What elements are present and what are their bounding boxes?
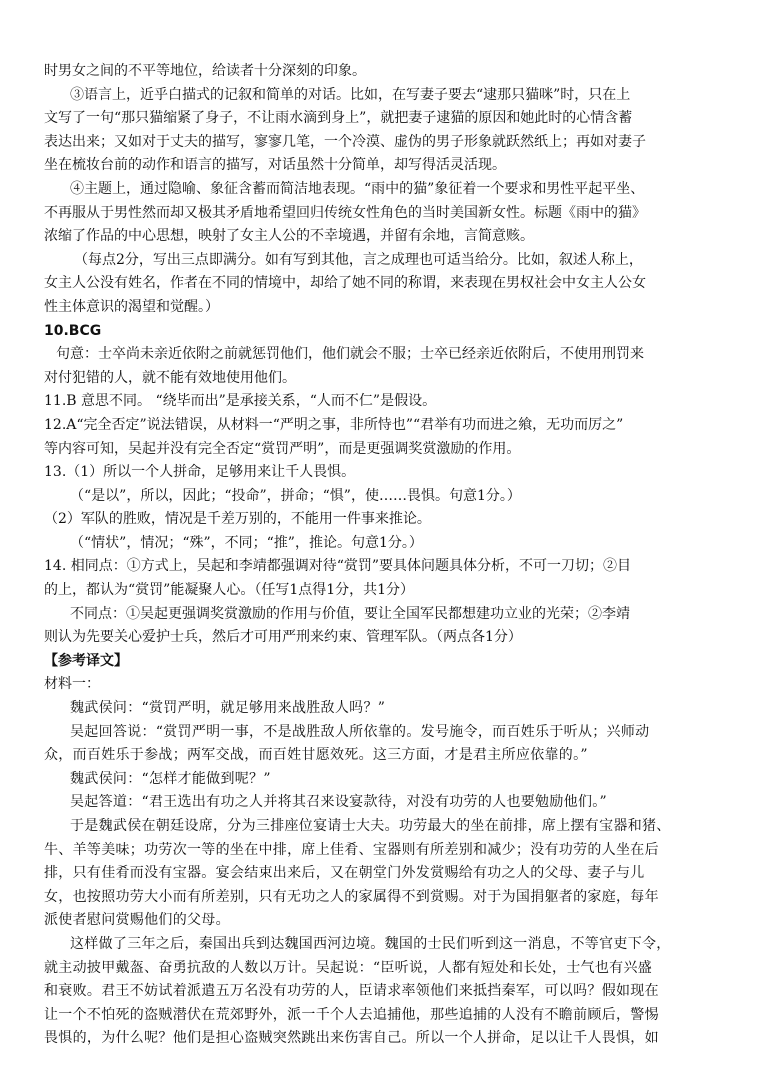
text-line: 表达出来；又如对于丈夫的描写，寥寥几笔，一个冷漠、虚伪的男子形象就跃然纸上；再如对妻子 [44,133,646,150]
answer-10-label: 10.BCG [44,322,102,339]
text-line: 就主动披甲戴盔、奋勇抗敌的人数以万计。吴起说：“臣听说，人都有短处和长处，士气也有兴盛 [44,959,653,976]
answer-13-1: 13.（1）所以一个人拼命，足够用来让千人畏惧。 [44,464,356,481]
text-line: 对付犯错的人，就不能有效地使用他们。 [44,369,296,386]
text-line: 句意：士卒尚未亲近依附之前就惩罚他们，他们就会不服；士卒已经亲近依附后，不使用刑罚来 [56,346,644,363]
text-line: 魏武侯问：“怎样才能做到呢？” [70,770,271,787]
text-line: 时男女之间的不平等地位，给读者十分深刻的印象。 [44,63,366,79]
text-line: 于是魏武侯在朝廷设席，分为三排座位宴请士大夫。功劳最大的坐在前排，席上摆有宝器和猪、 [70,818,671,834]
text-line: ④主题上，通过隐喻、象征含蓄而简洁地表现。“雨中的猫”象征着一个要求和男性平起平坐、 [70,180,645,197]
document-page [44,60,718,1051]
text-line: 吴起回答说：“赏罚严明一事，不是战胜敌人所依靠的。发号施令，而百姓乐于听从；兴师动 [70,723,650,740]
text-line: 女，也按照功劳大小而有所差别，只有无功之人的家属得不到赏赐。对于为国捐躯者的家庭，每年 [44,888,659,905]
scoring-note: 女主人公没有姓名，作者在不同的情境中，却给了她不同的称谓，来表现在男权社会中女主人公女 [44,275,646,292]
text-line: 众，而百姓乐于参战；两军交战，而百姓甘愿效死。这三方面，才是君主所应依靠的。” [44,747,588,764]
text-line: 吴起答道：“君王选出有功之人并将其召来设宴款待，对没有功劳的人也要勉励他们。” [70,794,608,811]
text-line: 和衰败。君王不妨试着派遣五万名没有功劳的人，臣请求率领他们来抵挡秦军，可以吗？假如现在 [44,983,659,1000]
answer-13-2: （2）军队的胜败，情况是千差万别的，不能用一件事来推论。 [44,511,431,528]
text-line: 排，只有佳肴而没有宝器。宴会结束出来后，又在朝堂门外发赏赐给有功之人的父母、妻子与儿 [44,865,645,882]
text-line: 的上，都认为“赏罚”能凝聚人心。（任写1点得1分，共1分） [44,582,415,599]
text-line: 牛、羊等美味；功劳次一等的坐在中排，席上佳肴、宝器则有所差别和减少；没有功劳的人坐在后 [44,841,659,858]
scoring-note: （每点2分，写出三点即满分。如有写到其他，言之成理也可适当给分。比如，叙述人称上， [74,251,643,268]
text-line: 文写了一句“那只猫缩紧了身子，不让雨水滴到身上”，就把妻子逮猫的原因和她此时的心情含蓄 [44,110,633,127]
text-line: 畏惧的，为什么呢？他们是担心盗贼突然跳出来伤害自己。所以一个人拼命，足以让千人畏惧，如 [44,1030,659,1047]
scoring-note: （“情状”，情况；“殊”，不同；“推”，推论。句意1分。） [70,534,423,551]
text-line: 让一个不怕死的盗贼潜伏在荒郊野外，派一千个人去追捕他，那些追捕的人没有不瞻前顾后，警惕 [44,1006,659,1023]
text-line: 浓缩了作品的中心思想，映射了女主人公的不幸境遇，并留有余地，言简意赅。 [44,228,534,245]
translation-heading: 【参考译文】 [44,652,128,669]
answer-14: 14. 相同点：①方式上，吴起和李靖都强调对待“赏罚”要具体问题具体分析，不可一刀切；②目 [44,558,632,575]
text-line: 不同点：①吴起更强调奖赏激励的作用与价值，要让全国军民都想建功立业的光荣；②李靖 [70,605,630,622]
answer-12: 12.A“完全否定”说法错误，从材料一“严明之事，非所恃也”“君举有功而进之飨，无功而厉之” [44,416,624,433]
text-line: 魏武侯问：“赏罚严明，就足够用来战胜敌人吗？” [70,700,386,717]
text-line: 则认为先要关心爱护士兵，然后才可用严刑来约束、管理军队。（两点各1分） [44,629,522,646]
scoring-note: 性主体意识的渴望和觉醒。） [44,298,219,315]
material-label: 材料一： [44,676,100,693]
text-line: 等内容可知，吴起并没有完全否定“赏罚严明”，而是更强调奖赏激励的作用。 [44,440,521,457]
text-line: 坐在梳妆台前的动作和语言的描写，对话虽然十分简单，却写得活灵活现。 [44,157,506,174]
text-line: 这样做了三年之后，秦国出兵到达魏国西河边境。魏国的士民们听到这一消息，不等官吏下令， [70,935,671,952]
text-line: ③语言上，近乎白描式的记叙和简单的对话。比如，在写妻子要去“逮那只猫咪”时，只在上 [70,86,631,103]
text-line: 派使者慰问赏赐他们的父母。 [44,912,230,929]
answer-11: 11.B 意思不同。 “绕毕而出”是承接关系，“人而不仁”是假设。 [44,393,437,410]
text-line: 不再服从于男性然而却又极其矛盾地希望回归传统女性角色的当时美国新女性。标题《雨中的猫》 [44,204,646,221]
scoring-note: （“是以”，所以，因此；“投命”，拼命；“惧”，使……畏惧。句意1分。） [70,487,521,504]
